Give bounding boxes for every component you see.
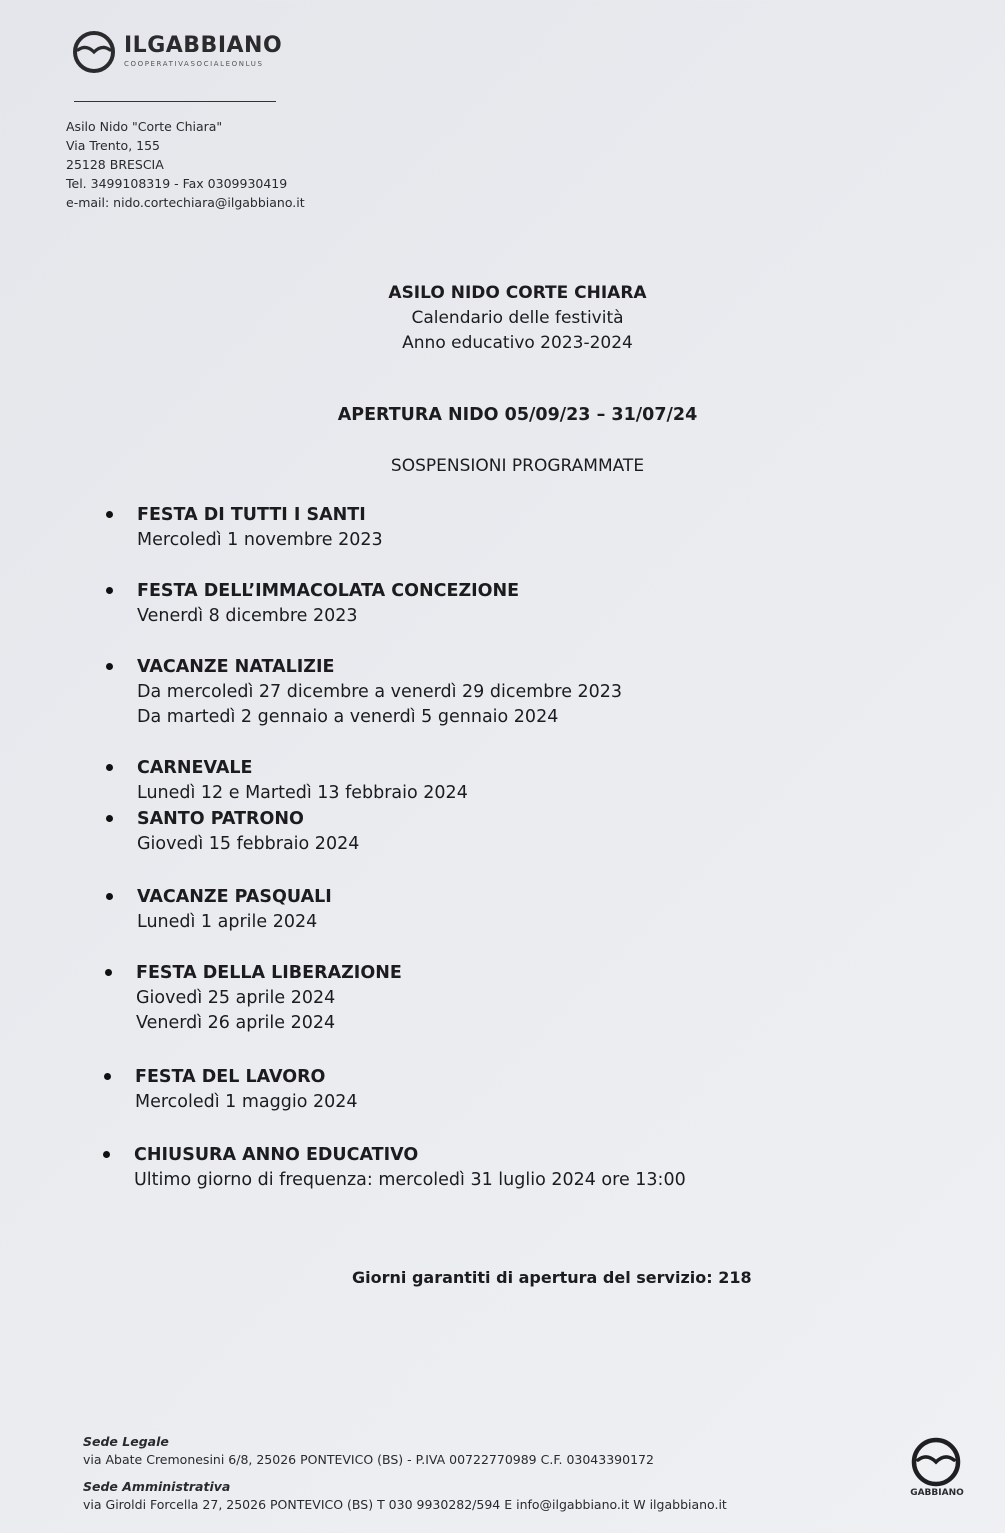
holiday-title: FESTA DEL LAVORO bbox=[135, 1067, 326, 1087]
address-line: 25128 BRESCIA bbox=[66, 157, 164, 172]
holiday-date: Giovedì 25 aprile 2024 bbox=[136, 988, 336, 1008]
list-item bbox=[135, 1065, 358, 1115]
holiday-title: FESTA DELLA LIBERAZIONE bbox=[136, 963, 402, 983]
legal-office-label: Sede Legale bbox=[83, 1434, 169, 1449]
bullet bbox=[106, 764, 113, 771]
suspensions-heading: SOSPENSIONI PROGRAMMATE bbox=[390, 456, 645, 476]
legal-office-address: via Abate Cremonesini 6/8, 25026 PONTEVICO (BS) - P.IVA 00722770989 C.F. 03043390172 bbox=[83, 1452, 654, 1467]
address-line: Asilo Nido "Corte Chiara" bbox=[66, 119, 223, 134]
admin-office-address: via Giroldi Forcella 27, 25026 PONTEVICO (BS) T 030 9930282/594 E info@ilgabbiano.it W ilgabbiano.it bbox=[83, 1497, 727, 1512]
header-divider bbox=[74, 101, 276, 102]
gabbiano-logo-icon bbox=[72, 30, 116, 74]
holiday-title: VACANZE PASQUALI bbox=[137, 887, 332, 907]
holiday-title: CHIUSURA ANNO EDUCATIVO bbox=[134, 1145, 419, 1165]
school-year: Anno educativo 2023-2024 bbox=[402, 333, 633, 353]
list-item bbox=[137, 807, 359, 857]
list-item bbox=[137, 885, 332, 935]
holiday-date: Giovedì 15 febbraio 2024 bbox=[137, 834, 360, 854]
opening-period: APERTURA NIDO 05/09/23 – 31/07/24 bbox=[337, 405, 698, 425]
address-block bbox=[66, 117, 305, 212]
list-item bbox=[137, 756, 468, 806]
admin-office-label: Sede Amministrativa bbox=[83, 1479, 231, 1494]
holiday-date: Mercoledì 1 novembre 2023 bbox=[137, 530, 383, 550]
holiday-date: Lunedì 12 e Martedì 13 febbraio 2024 bbox=[137, 783, 468, 803]
address-line: e-mail: nido.cortechiara@ilgabbiano.it bbox=[66, 195, 305, 210]
bullet bbox=[103, 1151, 110, 1158]
list-item bbox=[137, 579, 519, 629]
bullet bbox=[106, 815, 113, 822]
bullet bbox=[106, 893, 113, 900]
holiday-date: Venerdì 26 aprile 2024 bbox=[136, 1013, 336, 1033]
holiday-title: VACANZE NATALIZIE bbox=[137, 657, 335, 677]
footer-logo-text: GABBIANO bbox=[910, 1488, 964, 1498]
bullet bbox=[105, 969, 112, 976]
list-item bbox=[136, 961, 402, 1036]
brand-name: ILGABBIANO bbox=[124, 33, 283, 58]
holiday-date: Lunedì 1 aprile 2024 bbox=[137, 912, 318, 932]
document-subtitle: Calendario delle festività bbox=[411, 308, 624, 328]
brand-subtitle: COOPERATIVASOCIALEONLUS bbox=[124, 60, 264, 68]
holiday-title: CARNEVALE bbox=[137, 758, 253, 778]
list-item bbox=[134, 1143, 686, 1193]
list-item bbox=[137, 503, 383, 553]
holiday-date: Ultimo giorno di frequenza: mercoledì 31 luglio 2024 ore 13:00 bbox=[134, 1170, 686, 1190]
holiday-date: Da martedì 2 gennaio a venerdì 5 gennaio 2024 bbox=[137, 707, 559, 727]
address-line: Tel. 3499108319 - Fax 0309930419 bbox=[66, 176, 288, 191]
list-item bbox=[137, 655, 622, 730]
bullet bbox=[106, 511, 113, 518]
holiday-date: Da mercoledì 27 dicembre a venerdì 29 dicembre 2023 bbox=[137, 682, 623, 702]
bullet bbox=[106, 587, 113, 594]
holiday-title: FESTA DELL’IMMACOLATA CONCEZIONE bbox=[137, 581, 520, 601]
address-line: Via Trento, 155 bbox=[66, 138, 161, 153]
gabbiano-footer-logo-icon bbox=[910, 1436, 962, 1488]
bullet bbox=[104, 1073, 111, 1080]
bullet bbox=[106, 663, 113, 670]
holiday-date: Mercoledì 1 maggio 2024 bbox=[135, 1092, 358, 1112]
guaranteed-days: Giorni garantiti di apertura del servizio: 218 bbox=[352, 1268, 752, 1287]
holiday-title: FESTA DI TUTTI I SANTI bbox=[137, 505, 366, 525]
holiday-date: Venerdì 8 dicembre 2023 bbox=[137, 606, 358, 626]
document-title: ASILO NIDO CORTE CHIARA bbox=[388, 283, 647, 303]
holiday-title: SANTO PATRONO bbox=[137, 809, 304, 829]
